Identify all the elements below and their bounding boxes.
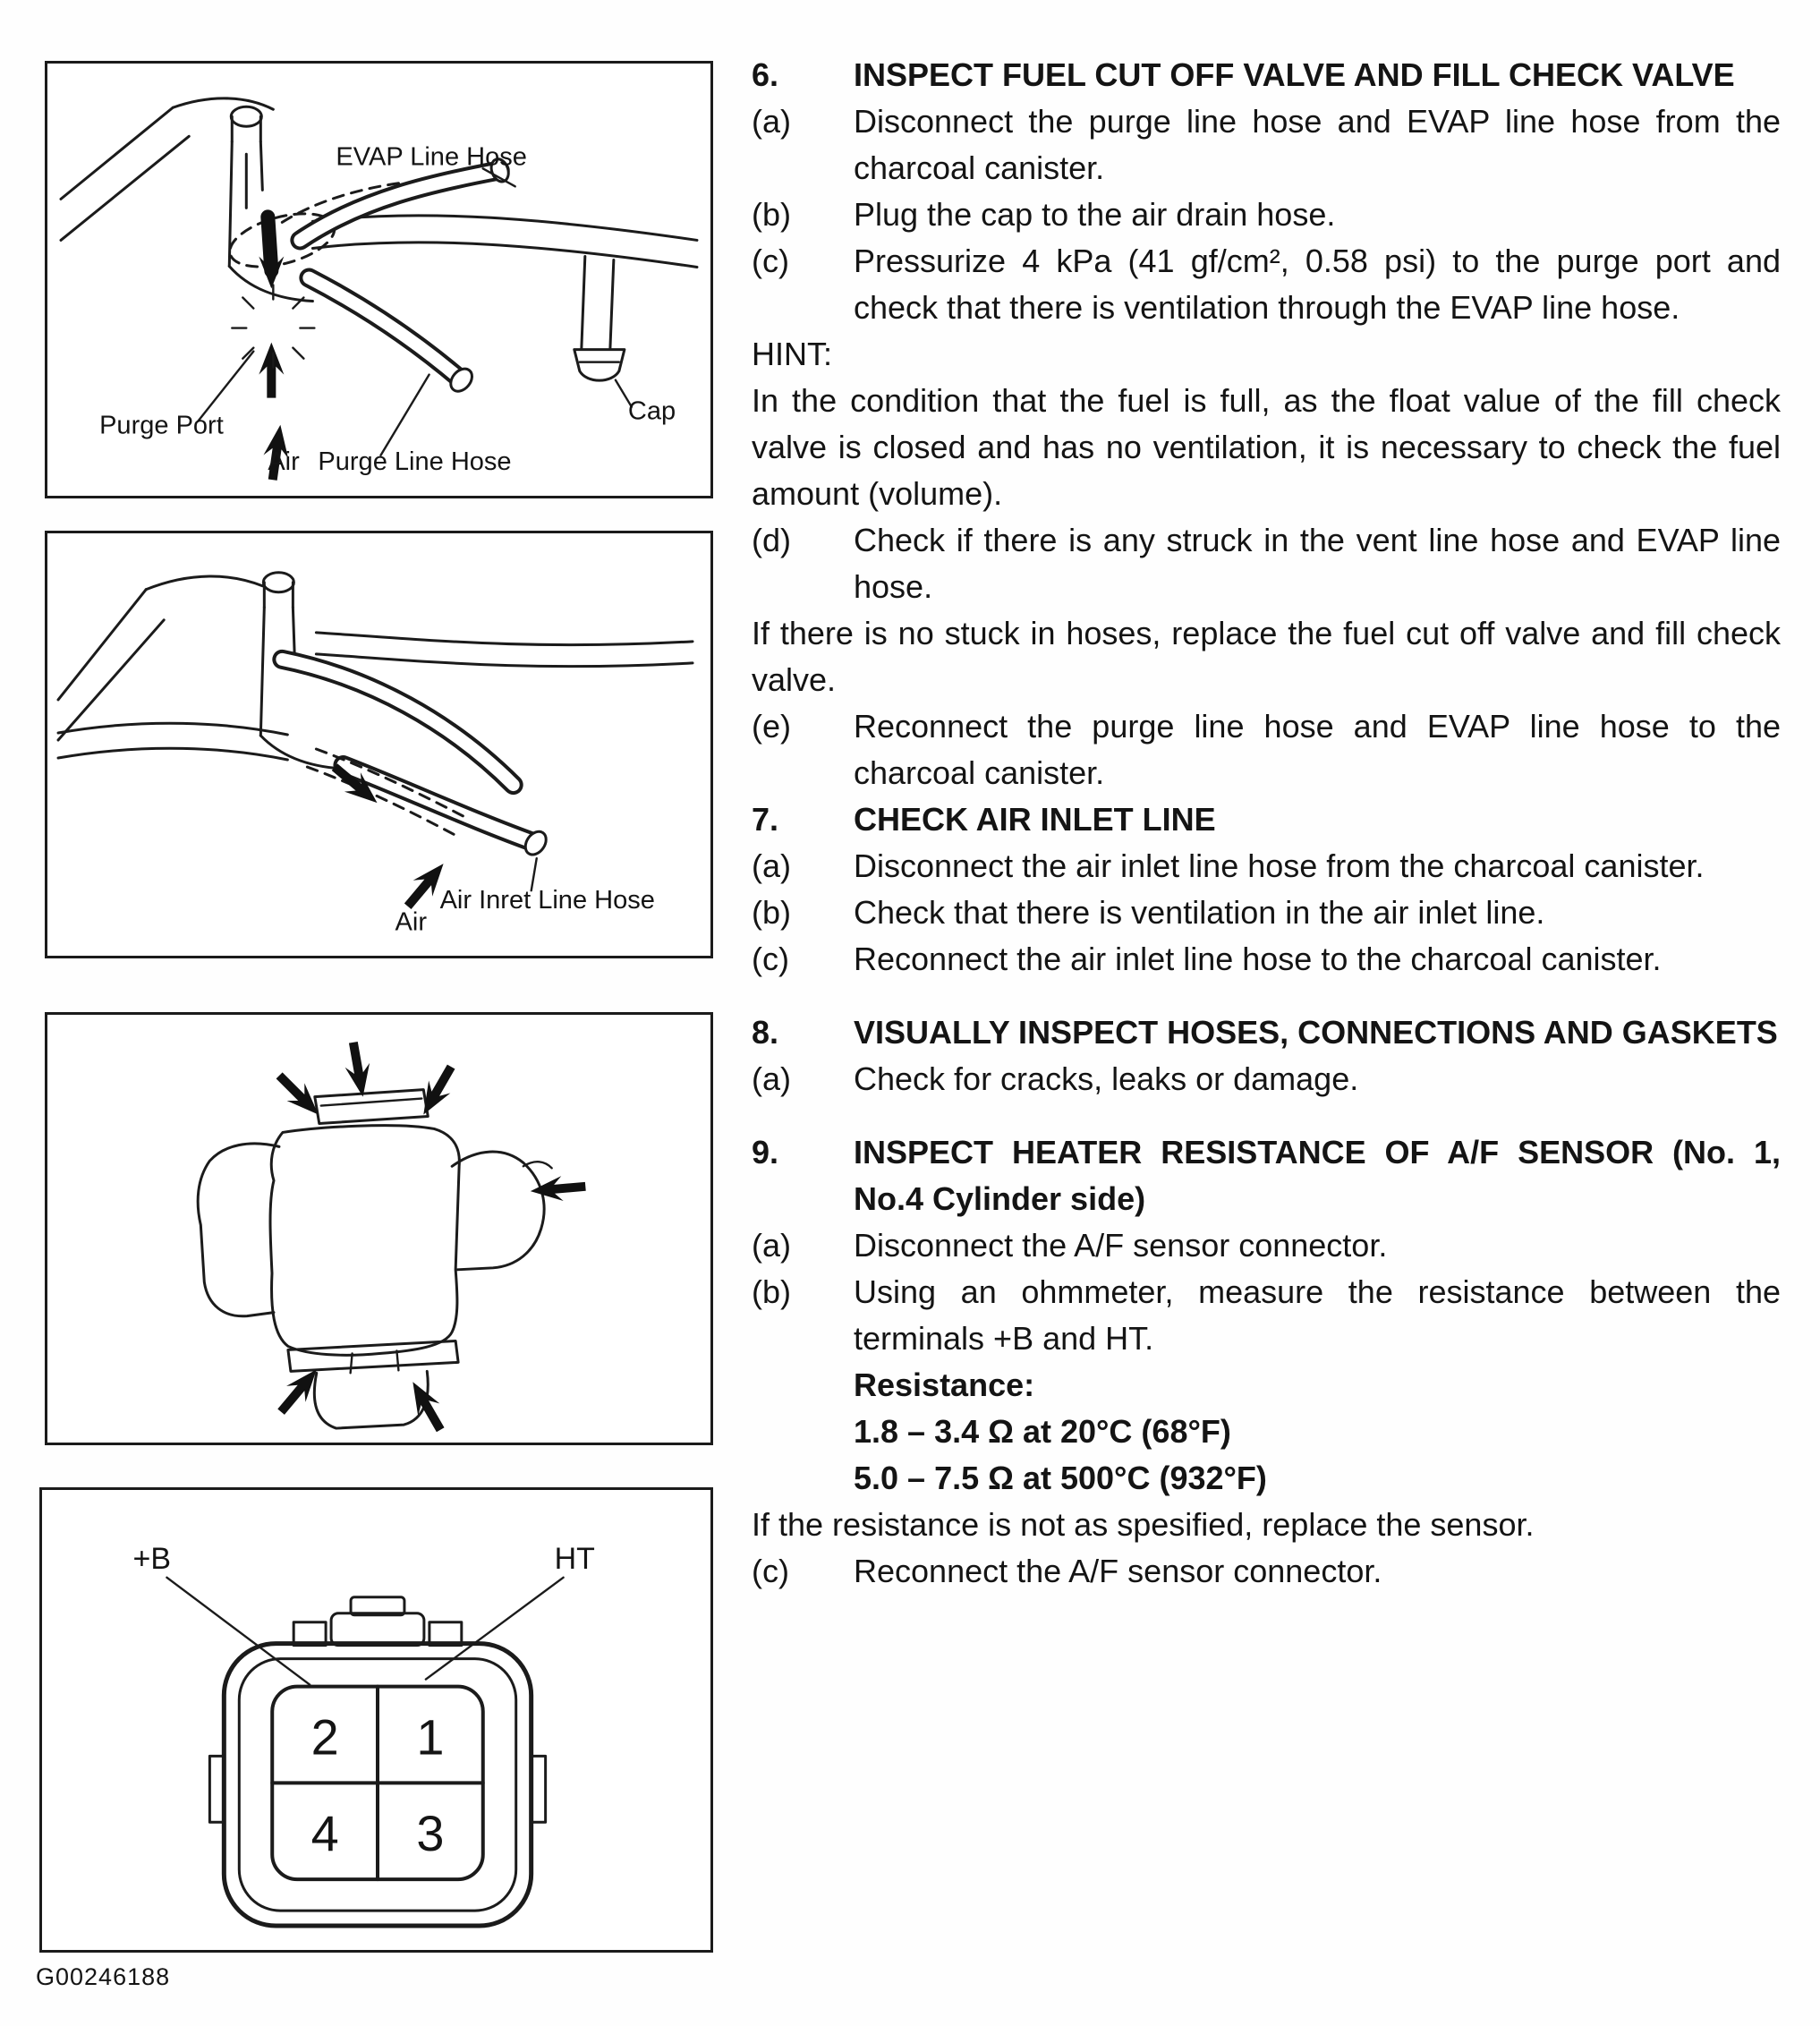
section-9-heading	[752, 1129, 1781, 1222]
purge-line-hose-label: Purge Line Hose	[318, 447, 512, 476]
af-sensor-connector-illustration	[42, 1490, 710, 1950]
step-label: (a)	[752, 1227, 791, 1264]
air-inret-line-hose-label: Air Inret Line Hose	[439, 886, 655, 915]
step-text: Using an ohmmeter, measure the resistance between the terminals +B and HT.	[854, 1273, 1781, 1357]
purge-port-label: Purge Port	[99, 411, 224, 440]
section-number: 9.	[752, 1134, 779, 1170]
section-8-heading	[752, 1009, 1781, 1056]
step-6e	[752, 703, 1781, 796]
air-label: Air	[395, 907, 427, 937]
section-title: VISUALLY INSPECT HOSES, CONNECTIONS AND GASKETS	[854, 1014, 1778, 1051]
step-text: Disconnect the air inlet line hose from the charcoal canister.	[854, 847, 1705, 884]
step-9c	[752, 1548, 1781, 1595]
terminal-2-number: 2	[310, 1708, 339, 1766]
section-number: 7.	[752, 801, 779, 838]
section-6-heading	[752, 52, 1781, 98]
section-title: INSPECT HEATER RESISTANCE OF A/F SENSOR (No. 1, No.4 Cylinder side)	[854, 1134, 1781, 1217]
terminal-3-number: 3	[416, 1805, 445, 1862]
cap-label: Cap	[627, 396, 676, 426]
hint-heading: HINT:	[752, 336, 832, 372]
note-paragraph: If there is no stuck in hoses, replace the fuel cut off valve and fill check valve.	[752, 615, 1781, 698]
step-6a	[752, 98, 1781, 192]
step-label: (b)	[752, 196, 791, 233]
step-text: Pressurize 4 kPa (41 gf/cm², 0.58 psi) to the purge port and check that there is ventilation through the EVAP line hose.	[854, 243, 1781, 326]
step-label: (d)	[752, 522, 791, 558]
step-9a	[752, 1222, 1781, 1269]
step-label: (e)	[752, 708, 791, 745]
figure-af-sensor-connector-diagram	[39, 1487, 713, 1953]
step-label: (b)	[752, 1273, 791, 1310]
step-label: (b)	[752, 894, 791, 931]
air-label: Air	[268, 447, 300, 476]
step-label: (c)	[752, 941, 789, 977]
step-text: Check for cracks, leaks or damage.	[854, 1060, 1359, 1097]
step-label: (a)	[752, 1060, 791, 1097]
air-inlet-illustration	[47, 533, 710, 956]
step-label: (a)	[752, 103, 791, 140]
step-text: Reconnect the air inlet line hose to the charcoal canister.	[854, 941, 1662, 977]
step-6b	[752, 192, 1781, 238]
step-text: Check if there is any struck in the vent line hose and EVAP line hose.	[854, 522, 1781, 605]
figure-air-inlet-diagram	[45, 531, 713, 958]
step-7a	[752, 843, 1781, 890]
terminal-1-number: 1	[416, 1708, 445, 1766]
purge-port-illustration	[47, 64, 710, 496]
step-label: (c)	[752, 1553, 789, 1589]
hose-connections-illustration	[47, 1015, 710, 1443]
resistance-spec-20c: 1.8 – 3.4 Ω at 20°C (68°F)	[854, 1413, 1231, 1450]
procedure-text-column	[752, 52, 1781, 1595]
plus-b-label: +B	[132, 1541, 171, 1576]
section-title: CHECK AIR INLET LINE	[854, 801, 1216, 838]
evap-line-hose-label: EVAP Line Hose	[336, 142, 527, 172]
figure-hose-connections-diagram	[45, 1012, 713, 1445]
terminal-4-number: 4	[310, 1805, 339, 1862]
step-label: (c)	[752, 243, 789, 279]
step-8a	[752, 1056, 1781, 1102]
resistance-spec-heading: Resistance:	[854, 1366, 1035, 1403]
step-text: Check that there is ventilation in the air inlet line.	[854, 894, 1545, 931]
step-label: (a)	[752, 847, 791, 884]
step-text: Reconnect the A/F sensor connector.	[854, 1553, 1382, 1589]
section-number: 8.	[752, 1014, 779, 1051]
resistance-spec-500c: 5.0 – 7.5 Ω at 500°C (932°F)	[854, 1460, 1267, 1496]
step-text: Disconnect the A/F sensor connector.	[854, 1227, 1388, 1264]
step-9b	[752, 1269, 1781, 1362]
step-6d	[752, 517, 1781, 610]
step-text: Reconnect the purge line hose and EVAP line hose to the charcoal canister.	[854, 708, 1781, 791]
step-7b	[752, 890, 1781, 936]
step-text: Disconnect the purge line hose and EVAP line hose from the charcoal canister.	[854, 103, 1781, 186]
section-number: 6.	[752, 56, 779, 93]
figure-code: G00246188	[36, 1963, 171, 1990]
step-6c	[752, 238, 1781, 331]
hint-paragraph: In the condition that the fuel is full, as the float value of the fill check valve is closed and has no ventilation, it is necessary to check the fuel amount (volume).	[752, 382, 1781, 512]
step-7c	[752, 936, 1781, 983]
section-7-heading	[752, 796, 1781, 843]
section-title: INSPECT FUEL CUT OFF VALVE AND FILL CHECK VALVE	[854, 56, 1735, 93]
ht-label: HT	[554, 1541, 595, 1576]
step-text: Plug the cap to the air drain hose.	[854, 196, 1336, 233]
replace-sensor-note: If the resistance is not as spesified, replace the sensor.	[752, 1506, 1535, 1543]
figure-purge-port-diagram	[45, 61, 713, 498]
